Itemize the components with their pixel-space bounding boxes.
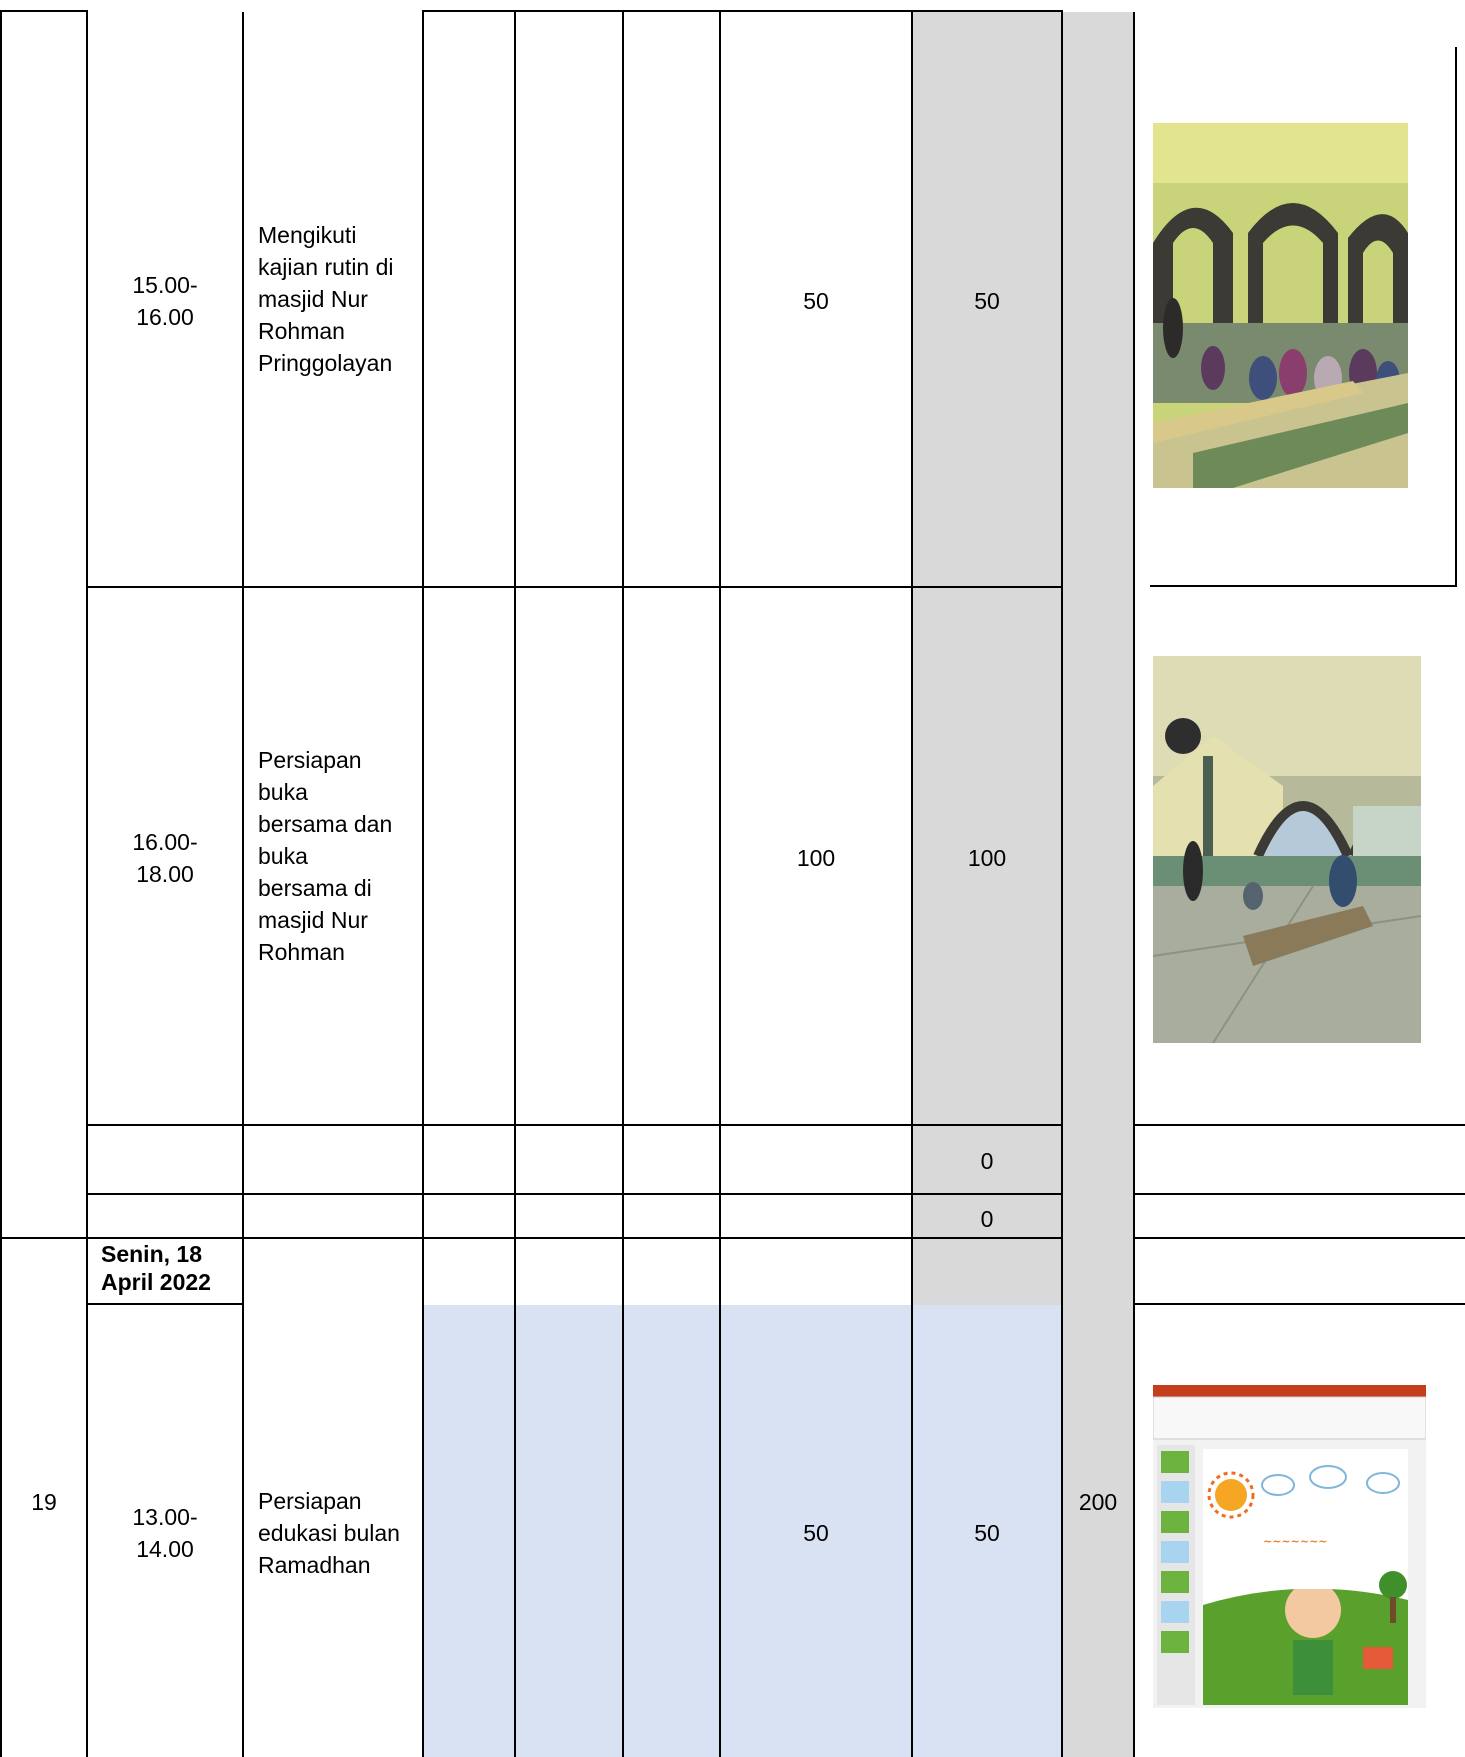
photo-frame-right — [1455, 47, 1457, 587]
photo-powerpoint-slide-icon — [1153, 1385, 1426, 1708]
grid-hline-date-row-end — [86, 1303, 244, 1305]
grid-hline-top-2 — [422, 10, 1063, 12]
day19-total: 50 — [974, 1520, 1000, 1546]
grid-vline-10 — [1133, 12, 1135, 1757]
grid-vline-5 — [514, 12, 516, 1757]
day19-date: Senin, 18 April 2022 — [101, 1241, 211, 1295]
row4-total: 0 — [980, 1206, 994, 1232]
day19-activity: Persiapan edukasi bulan Ramadhan — [258, 1488, 400, 1578]
grid-vline-6 — [622, 12, 624, 1757]
row1-time: 15.00- 16.00 — [132, 272, 198, 330]
row2-photo — [1153, 656, 1421, 1043]
grid-hline-row3-end-b — [1133, 1193, 1465, 1195]
row1-activity: Mengikuti kajian rutin di masjid Nur Rohman Pringgolayan — [258, 222, 394, 376]
grid-hline-row2-end — [86, 1124, 1063, 1126]
photo-frame-bottom — [1150, 585, 1457, 587]
grid-hline-date-row-end-b — [1133, 1303, 1465, 1305]
row1-total: 50 — [974, 288, 1000, 314]
row1-value: 50 — [803, 288, 829, 314]
row2-value: 100 — [796, 845, 836, 871]
svg-text:~~~~~~~: ~~~~~~~ — [1263, 1535, 1328, 1548]
photo-mosque-veranda-icon — [1153, 656, 1421, 1043]
grid-hline-row1-end — [86, 586, 1063, 588]
total-column-shade-top — [913, 12, 1061, 1305]
row2-total: 100 — [967, 845, 1007, 871]
row2-activity: Persiapan buka bersama dan buka bersama di masjid Nur Rohman — [258, 747, 393, 965]
day19-photo — [1153, 1385, 1426, 1708]
row3-total: 0 — [980, 1148, 994, 1174]
grid-hline-row2-end-b — [1133, 1124, 1465, 1126]
grid-hline-row4-end-b — [1133, 1237, 1465, 1239]
day19-number: 19 — [31, 1489, 57, 1515]
grid-vline-8 — [911, 12, 913, 1757]
row1-photo — [1153, 123, 1408, 488]
grid-hline-row3-end — [86, 1193, 1063, 1195]
grid-hline-top — [0, 10, 88, 12]
photo-people-in-mosque-icon — [1153, 123, 1408, 488]
grid-vline-7 — [719, 12, 721, 1757]
grid-vline-11 — [242, 1305, 244, 1757]
day19-value: 50 — [803, 1520, 829, 1546]
grid-hline-row4-end — [0, 1237, 1063, 1239]
day19-day-total: 200 — [1078, 1489, 1118, 1515]
day19-time: 13.00- 14.00 — [132, 1504, 198, 1562]
grid-vline-3 — [242, 12, 244, 1305]
grid-vline-4 — [422, 12, 424, 1757]
row2-time: 16.00- 18.00 — [132, 829, 198, 887]
